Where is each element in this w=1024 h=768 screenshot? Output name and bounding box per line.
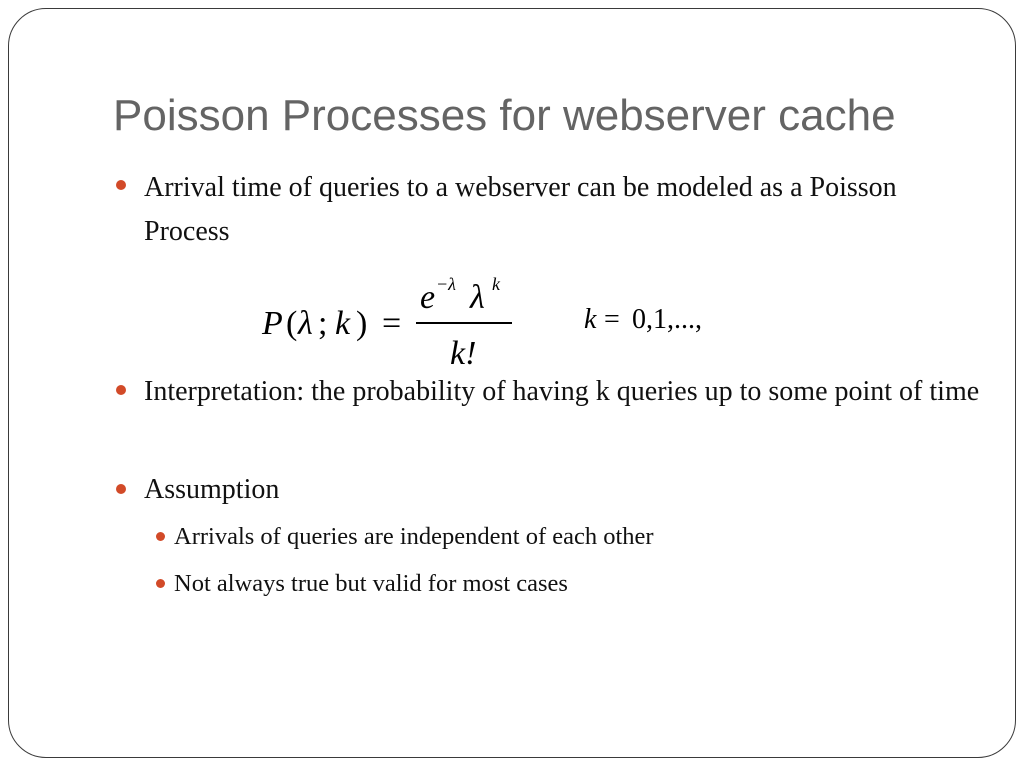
formula-numerator-e: e — [420, 279, 436, 316]
formula-close-paren: ) — [356, 305, 368, 342]
bullet-marker — [116, 385, 126, 395]
slide-title: Poisson Processes for webserver cache — [113, 91, 896, 140]
condition-equals: = — [604, 304, 620, 335]
condition-k: k — [584, 304, 597, 335]
formula-lambda: λ — [298, 305, 313, 342]
subbullet-independent-arrivals: Arrivals of queries are independent of each other — [174, 523, 654, 550]
bullet-interpretation: Interpretation: the probability of having k queries up to some point of time — [144, 376, 980, 407]
bullet-marker — [116, 180, 126, 190]
bullet-assumption: Assumption — [144, 474, 280, 505]
condition-values: 0,1,..., — [632, 304, 702, 335]
formula-numerator-exponent: −λ — [436, 274, 456, 294]
formula-equals: = — [382, 305, 402, 342]
formula-semicolon: ; — [318, 305, 328, 342]
subbullet-marker — [156, 532, 165, 541]
formula-numerator-power: k — [492, 274, 500, 294]
bullet-marker — [116, 484, 126, 494]
bullet-arrival-time: Arrival time of queries to a webserver can be modeled as a Poisson Process — [144, 172, 897, 247]
formula-k: k — [335, 305, 351, 342]
formula-numerator-lambda: λ — [470, 279, 485, 316]
formula-denominator: k! — [450, 335, 477, 372]
formula-p: P — [262, 305, 283, 342]
formula-open-paren: ( — [286, 305, 298, 342]
subbullet-marker — [156, 579, 165, 588]
poisson-formula — [250, 268, 730, 378]
subbullet-not-always-true: Not always true but valid for most cases — [174, 570, 568, 597]
